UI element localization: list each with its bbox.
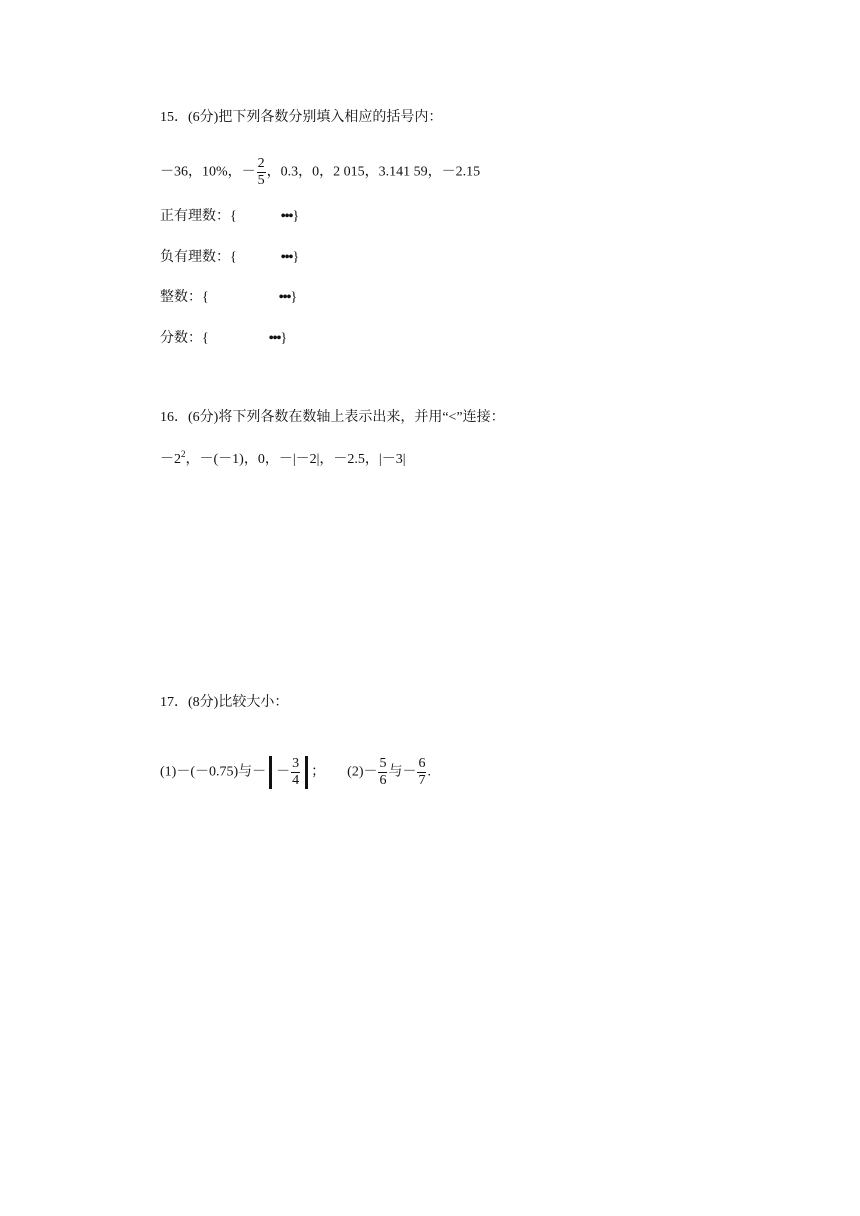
question-17-title: 17．(8分)比较大小： [160,695,289,710]
fraction-five-sixths [378,756,387,789]
category-positive-rational [160,207,299,227]
question-16-numbers [160,450,406,470]
category-label: 负有理数：{ [160,250,237,265]
category-integers [160,288,297,308]
question-15-numbers [160,156,480,189]
ellipsis: ••• [280,250,293,265]
fraction-three-fourths [291,756,300,789]
numbers-part-1: －2 [160,452,181,467]
ellipsis: ••• [280,209,293,224]
part-2-middle: 与－ [388,764,417,780]
category-negative-rational [160,248,299,268]
part-1-suffix: ； [311,764,326,780]
fraction-two-fifths [257,156,266,189]
category-label: 正有理数：{ [160,209,237,224]
fraction-numerator: 5 [379,756,387,771]
abs-minus: － [276,764,291,780]
fraction-numerator: 2 [257,156,265,171]
fraction-denominator: 6 [379,773,387,788]
numbers-part-1: －36，10%，－ [160,164,256,180]
part-2-suffix: . [427,764,431,780]
ellipsis: ••• [268,331,281,346]
superscript-exponent: 2 [181,449,186,459]
numbers-part-2: ，0.3，0，2 015，3.141 59，－2.15 [266,164,481,180]
fraction-denominator: 4 [292,773,300,788]
close-brace: } [290,290,298,305]
question-16-title: 16．(6分)将下列各数在数轴上表示出来，并用“<”连接： [160,410,505,425]
part-1-prefix: (1)－(－0.75)与－ [160,764,267,780]
close-brace: } [292,250,300,265]
fraction-numerator: 3 [292,756,300,771]
question-15-title: 15．(6分)把下列各数分别填入相应的括号内： [160,110,443,125]
part-2-prefix: (2)－ [347,764,378,780]
close-brace: } [292,209,300,224]
ellipsis: ••• [278,290,291,305]
close-brace: } [280,331,288,346]
fraction-denominator: 5 [257,173,265,188]
fraction-six-sevenths [417,756,426,789]
category-label: 分数：{ [160,331,209,346]
fraction-numerator: 6 [418,756,426,771]
fraction-denominator: 7 [418,773,426,788]
category-label: 整数：{ [160,290,209,305]
absolute-value [269,756,308,789]
question-17-parts [160,756,431,789]
category-fractions [160,329,287,349]
numbers-part-2: ，－(－1)，0，－|－2|，－2.5，|－3| [185,452,406,467]
